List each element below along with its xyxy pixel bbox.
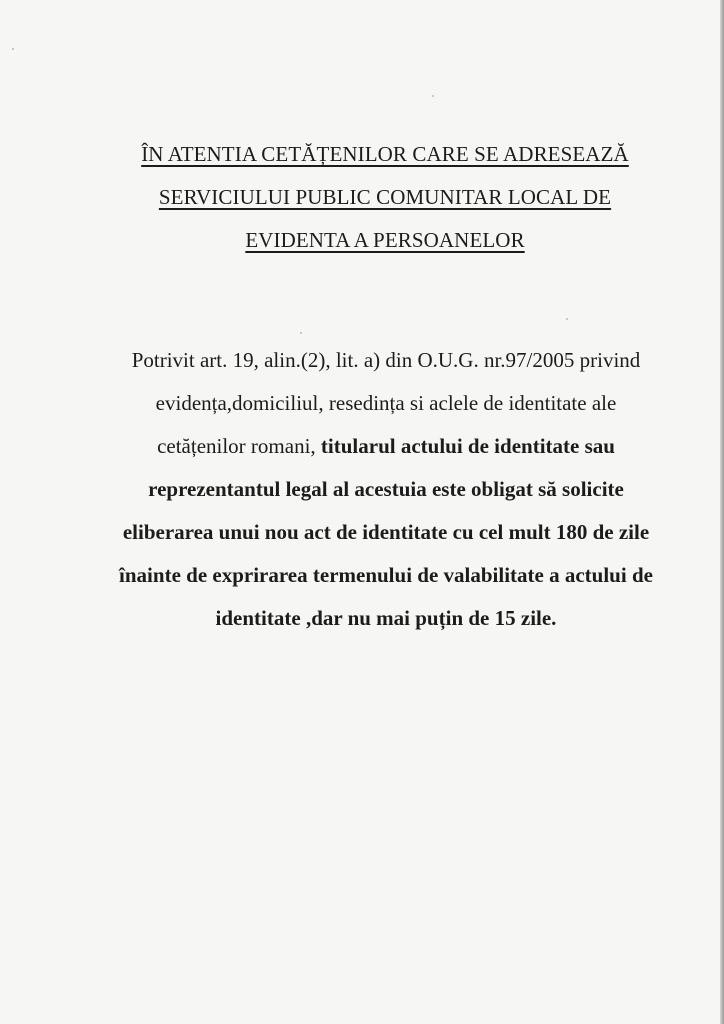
body-line-2: evidența,domiciliul, resedința si aclele de identitate ale xyxy=(155,391,617,415)
notice-title xyxy=(60,133,710,262)
body-line-7: identitate ,dar nu mai puțin de 15 zile. xyxy=(215,606,557,630)
notice-body xyxy=(50,339,722,640)
body-line-4: reprezentantul legal al acestuia este obligat să solicite xyxy=(148,477,624,501)
scan-speck xyxy=(432,95,434,97)
body-line-1: Potrivit art. 19, alin.(2), lit. a) din O.U.G. nr.97/2005 privind xyxy=(131,348,641,372)
scan-speck xyxy=(300,332,302,334)
title-line-3: EVIDENTA A PERSOANELOR xyxy=(245,228,525,252)
body-line-5: eliberarea unui nou act de identitate cu cel mult 180 de zile xyxy=(122,520,650,544)
title-line-2: SERVICIULUI PUBLIC COMUNITAR LOCAL DE xyxy=(158,185,612,209)
scan-speck xyxy=(12,48,14,50)
title-line-1: ÎN ATENTIA CETĂȚENILOR CARE SE ADRESEAZĂ xyxy=(141,142,629,166)
scan-speck xyxy=(566,318,568,320)
body-line-6: înainte de exprirarea termenului de valabilitate a actului de xyxy=(119,563,653,587)
body-line-3: cetățenilor romani, titularul actului de identitate sau xyxy=(157,434,615,458)
body-emphasis: titularul actului de identitate sau xyxy=(320,434,615,458)
